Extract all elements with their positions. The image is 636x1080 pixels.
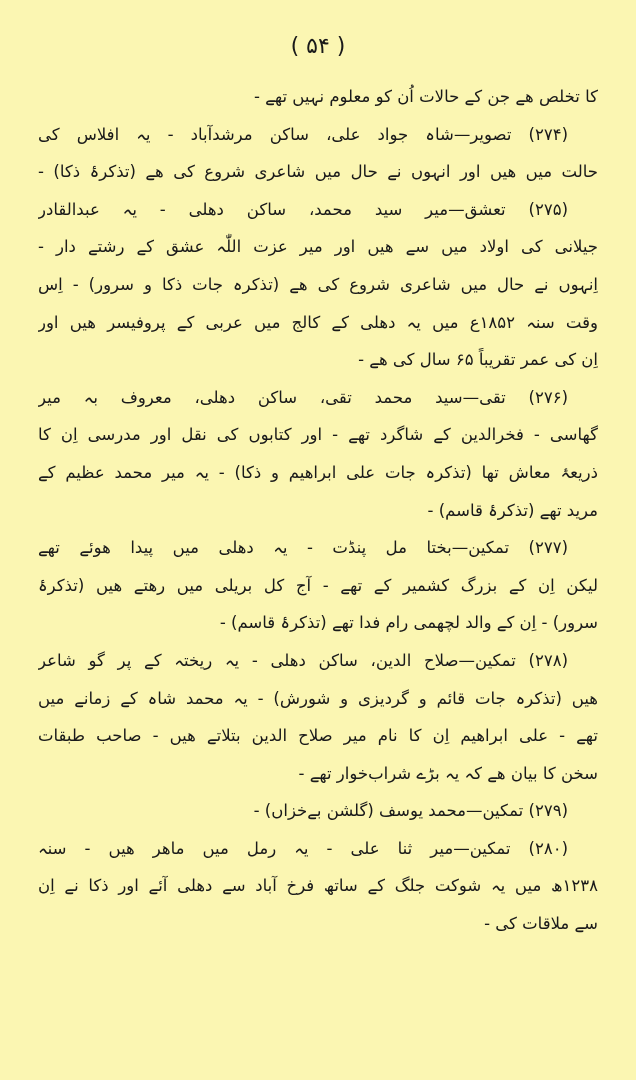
page-number: ( ۵۴ ) <box>290 34 346 59</box>
text-line: مرید تھے (تذکرۂ قاسم) - <box>427 500 598 520</box>
text-line: اِنہوں نے حال میں شاعری شروع کی ھے (تذکرہ جات ذکا و سرور) - اِس <box>38 274 598 294</box>
text-line: تھے - علی ابراھیم اِن کا نام میر صلاح الدین بتلاتے ھیں - صاحب طبقات <box>38 726 598 746</box>
text-line: (۲۷۵) تعشق—میر سید محمد، ساکن دھلی - یہ عبدالقادر <box>38 199 568 219</box>
text-line: ۱۲۳۸ھ میں یہ شوکت جلگ کے ساتھ فرخ آباد سے دھلی آئے اور ذکا نے اِن <box>38 876 598 896</box>
text-line: جیلانی کی اولاد میں سے ھیں اور میر عزت اللّٰہ عشق کے رشتے دار - <box>38 237 598 257</box>
text-line: (۲۸۰) تمکین—میر ثنا علی - یہ رمل میں ماھر ھیں - سنہ <box>38 838 568 858</box>
text-line: وقت سنہ ۱۸۵۲ع میں یہ دھلی کے کالج میں عربی کے پروفیسر ھیں اور <box>38 312 598 332</box>
text-line: کا تخلص ھے جن کے حالات اُن کو معلوم نہیں تھے - <box>253 87 598 106</box>
text-line: سے ملاقات کی - <box>484 914 598 934</box>
page-body-text <box>38 78 598 943</box>
text-line: لیکن اِن کے بزرگ کشمیر کے تھے - آج کل بریلی میں رھتے ھیں (تذکرۂ <box>38 575 598 595</box>
text-line: (۲۷۴) تصویر—شاہ جواد علی، ساکن مرشدآباد - یہ افلاس کی <box>38 124 568 144</box>
text-line: ھیں (تذکرہ جات قائم و گردیزی و شورش) - یہ محمد شاہ کے زمانے میں <box>38 688 598 708</box>
text-line: (۲۷۶) تقی—سید محمد تقی، ساکن دھلی، معروف بہ میر <box>38 387 568 407</box>
text-line: سخن کا بیان ھے کہ یہ بڑے شراب‌خوار تھے - <box>298 763 598 783</box>
text-line: اِن کی عمر تقریباً ۶۵ سال کی ھے - <box>358 350 598 370</box>
text-line: حالت میں ھیں اور انہوں نے حال میں شاعری شروع کی ھے (تذکرۂ ذکا) - <box>38 162 598 182</box>
text-line: (۲۷۹) تمکین—محمد یوسف (گلشن بےخزاں) - <box>253 801 568 821</box>
text-line: (۲۷۸) تمکین—صلاح الدین، ساکن دھلی - یہ ریختہ کے پر گو شاعر <box>38 650 568 670</box>
text-line: گھاسی - فخرالدین کے شاگرد تھے - اور کتابوں کی نقل اور مدرسی اِن کا <box>38 425 598 445</box>
text-line: سرور) - اِن کے والد لچھمی رام فدا تھے (تذکرۂ قاسم) - <box>219 613 598 633</box>
text-line: (۲۷۷) تمکین—بختا مل پنڈت - یہ دھلی میں پیدا ھوئے تھے <box>38 538 568 558</box>
text-line: ذریعۂ معاش تھا (تذکرہ جات علی ابراھیم و ذکا) - یہ میر محمد عظیم کے <box>38 462 598 482</box>
